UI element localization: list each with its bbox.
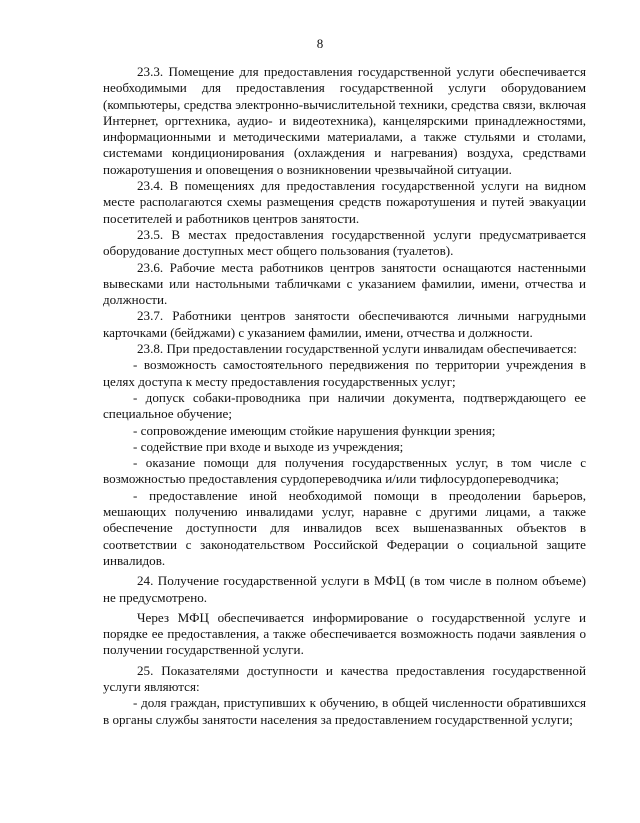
list-item: - возможность самостоятельного передвижения по территории учреждения в целях доступа к месту предоставления государственных услуг; [103, 357, 586, 389]
list-item: - оказание помощи для получения государственных услуг, в том числе с возможностью предоставления сурдопереводчика и/или тифлосурдопереводчика; [103, 455, 586, 487]
paragraph-23-6: 23.6. Рабочие места работников центров занятости оснащаются настенными вывесками или настольными табличками с указанием фамилии, имени, отчества и должности. [103, 259, 586, 308]
paragraph-23-4: 23.4. В помещениях для предоставления государственной услуги на видном месте располагаются схемы размещения средств пожаротушения и путей эвакуации посетителей и работников центров занятости. [103, 178, 586, 226]
list-item: - предоставление иной необходимой помощи в преодолении барьеров, мешающих получению инвалидами услуг, наравне с другими лицами, а также обеспечение доступности для инвалидов всех вышеназванных объектов в соответствии с законодательством Российской Федерации о социальной защите инвалидов. [103, 487, 586, 568]
paragraph-23-3: 23.3. Помещение для предоставления государственной услуги обеспечивается необходимыми для предоставления государственной услуги оборудованием (компьютеры, средства электронно-вычислительной техники, средства связи, включая Интернет, оргтехника, аудио- и видеотехника), канцелярскими принадлежностями, информационными и методическими материалами, а также стульями и столами, системами кондиционирования (охлаждения и нагревания) воздуха, средствами пожаротушения и оповещения о возникновении чрезвычайной ситуации. [103, 64, 586, 177]
list-item: - допуск собаки-проводника при наличии документа, подтверждающего ее специальное обучение; [103, 389, 586, 422]
paragraph-25: 25. Показателями доступности и качества предоставления государственной услуги являются: [103, 662, 586, 694]
paragraph-mfc-info: Через МФЦ обеспечивается информирование о государственной услуге и порядке ее предоставления, а также обеспечивается возможность подачи заявления о получении государственной услуги. [103, 609, 586, 658]
paragraph-23-5: 23.5. В местах предоставления государственной услуги предусматривается оборудование доступных мест общего пользования (туалетов). [103, 226, 586, 259]
paragraph-24: 24. Получение государственной услуги в МФЦ (в том числе в полном объеме) не предусмотрено. [103, 573, 586, 605]
page-number: 8 [316, 36, 324, 51]
list-item: - содействие при входе и выходе из учреждения; [133, 438, 404, 454]
list-item: - доля граждан, приступивших к обучению, в общей численности обратившихся в органы службы занятости населения за предоставлением государственной услуги; [103, 695, 586, 727]
paragraph-23-7: 23.7. Работники центров занятости обеспечиваются личными нагрудными карточками (бейджами) с указанием фамилии, имени, отчества и должности. [103, 308, 586, 340]
list-item: - сопровождение имеющим стойкие нарушения функции зрения; [133, 422, 496, 438]
paragraph-23-8: 23.8. При предоставлении государственной услуги инвалидам обеспечивается: [137, 341, 577, 357]
document-body [103, 64, 586, 728]
